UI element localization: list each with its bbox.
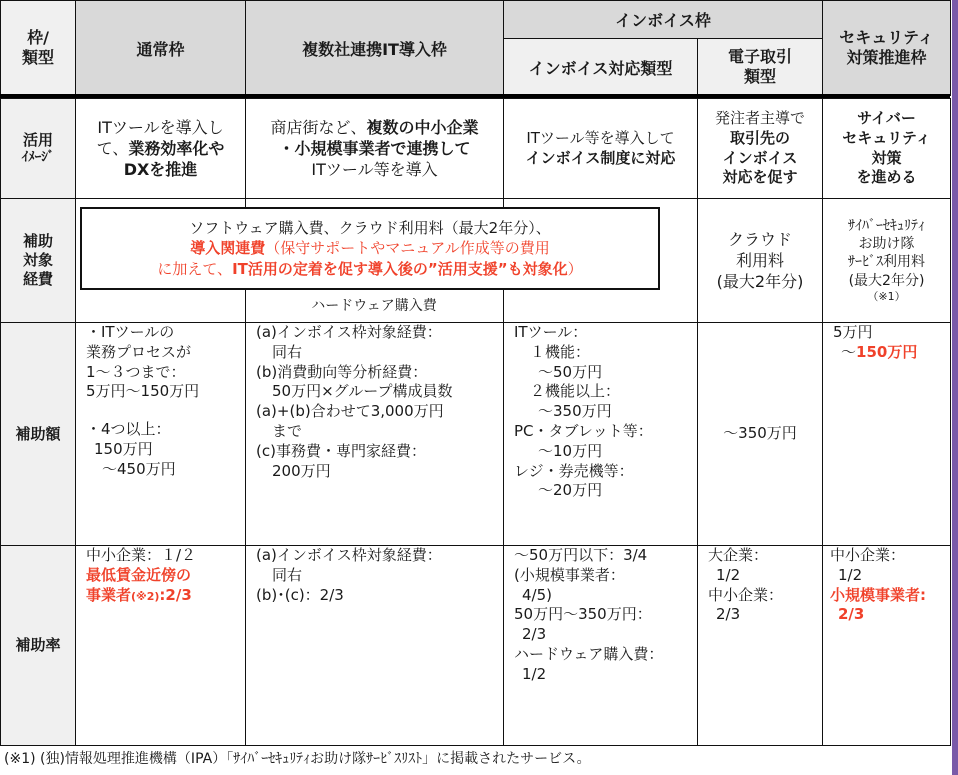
row-label-line: 活用 [22, 131, 53, 149]
text: ITツール等を [311, 160, 406, 180]
col-header-label: 類型 [743, 67, 776, 86]
text-line: ・小規模事業者で連携して [278, 138, 471, 158]
text-line: 5万円～150万円 [86, 382, 200, 401]
text-line: ｻｰﾋﾞｽ利用料 [848, 254, 925, 271]
col-header-label: 通常枠 [136, 39, 185, 59]
text: て、 [96, 138, 129, 158]
corner-header [0, 0, 76, 96]
col-header-normal [75, 0, 246, 96]
text-line: 中小企業： [708, 585, 784, 604]
rate-invoice-type [503, 545, 698, 746]
text-line: 小規模事業者: [830, 585, 926, 604]
text-line: ～10万円 [538, 441, 603, 460]
text-line: （※1） [867, 289, 906, 303]
text-line: １機能： [530, 342, 591, 361]
col-header-invoice-type [503, 38, 698, 96]
text-line [97, 138, 225, 159]
text-line: レジ・券売機等： [514, 461, 634, 480]
row-label-line: 補助率 [15, 636, 61, 655]
text-line: ITツール等を導入して [526, 128, 675, 147]
text-line: 1/2 [522, 664, 547, 683]
text-line: インボイス制度に対応 [525, 148, 676, 167]
text-line: 最低賃金近傍の [86, 565, 192, 584]
text-line: インボイス [722, 148, 798, 167]
row-label-usage-image [0, 98, 76, 199]
text-line: 発注者主導で [714, 108, 805, 127]
text-bold: 導入関連費 [190, 239, 266, 258]
amount-security [822, 322, 951, 546]
text-line [270, 117, 478, 138]
text-line: (a)インボイス枠対象経費： [256, 323, 442, 341]
text-line: 同右 [272, 565, 303, 584]
text-line: 1～３つまで： [86, 362, 186, 381]
text: :2/3 [159, 585, 192, 604]
text: 商店街など、 [270, 117, 367, 137]
costs-e-transaction [697, 198, 823, 323]
usage-normal [75, 98, 246, 199]
corner-label-line: 枠/ [27, 28, 49, 47]
text-line [157, 259, 582, 279]
text-line [86, 586, 192, 606]
text-line: 同右 [272, 342, 303, 361]
text-line: クラウド [727, 229, 792, 249]
text-line: ～350万円 [538, 402, 612, 421]
text-line: ITツールを導入し [97, 117, 224, 137]
text: 事業者 [86, 585, 132, 604]
text-line: DXを推進 [123, 160, 198, 180]
text-line: ハードウェア購入費： [514, 644, 664, 663]
col-header-invoice-group [503, 0, 823, 39]
row-label-line: 補助 [22, 232, 53, 251]
col-header-security [822, 0, 951, 96]
col-header-label: インボイス対応類型 [528, 58, 673, 78]
footnote: (※1) (独)情報処理推進機構（IPA）「ｻｲﾊﾞｰｾｷｭﾘﾃｨお助け隊ｻｰﾋﾞｽﾘｽﾄ」に掲載されたサービス。 [4, 751, 591, 767]
text-line: 対応を促す [722, 168, 798, 187]
shared-software-costs-box [80, 207, 660, 290]
text-line: 2/3 [838, 605, 865, 624]
text-line: 50万円×グループ構成員数 [272, 382, 453, 401]
text-line: 1/2 [716, 565, 741, 584]
rate-security [822, 545, 951, 746]
col-header-label: 複数社連携IT導入枠 [302, 39, 447, 59]
text: ～ [841, 342, 857, 361]
text: ） [567, 259, 583, 278]
text-line: (最大2年分) [848, 272, 925, 289]
text-line: ソフトウェア購入費、クラウド利用料（最大2年分）、 [189, 219, 551, 238]
row-label-line: 対象 [22, 251, 53, 270]
text-line: (最大2年分) [716, 272, 804, 292]
text-line [833, 343, 917, 363]
text-line: ～50万円 [538, 362, 603, 381]
usage-e-transaction [697, 98, 823, 199]
rate-e-transaction [697, 545, 823, 746]
col-header-label: インボイス枠 [615, 11, 711, 30]
text-line: ２機能以上： [530, 382, 621, 401]
rate-normal [75, 545, 246, 746]
text-line: 1/2 [838, 565, 863, 584]
text: （保守サポートやマニュアル作成等の費用 [265, 239, 550, 258]
text-line: (c)事務費・専門家経費： [256, 441, 426, 460]
text-line: ～50万円以下：3/4 [514, 546, 648, 564]
text-line: を進める [856, 168, 917, 187]
text-line: ・ITツールの [86, 323, 175, 341]
text-line: 2/3 [522, 625, 547, 644]
text-line: 取引先の [729, 128, 790, 147]
col-header-label: セキュリティ [839, 28, 934, 47]
text-line [311, 159, 437, 180]
usage-security [822, 98, 951, 199]
row-label-subsidy-rate [0, 545, 76, 746]
amount-multi-company [245, 322, 504, 546]
text-line: 利用料 [735, 250, 784, 270]
text-line: (a)+(b)合わせて3,000万円 [256, 402, 444, 421]
text-bold: IT活用の定着を促す導入後の”活用支援”も対象化 [232, 259, 568, 278]
text-line: ～450万円 [102, 459, 176, 478]
text-line: PC・タブレット等： [514, 421, 653, 440]
row-label-line: 補助額 [15, 424, 61, 443]
costs-security [822, 198, 951, 323]
text-line: (b)消費動向等分析経費： [256, 362, 428, 381]
usage-multi-company [245, 98, 504, 199]
text-line: まで [272, 421, 303, 440]
amount-e-transaction [697, 322, 823, 546]
text-line: (b)･(c)：2/3 [256, 585, 344, 604]
text: 導入 [405, 160, 438, 180]
col-header-label: 電子取引 [727, 47, 792, 66]
text-line: 中小企業： [830, 546, 906, 564]
row-label-line: 経費 [22, 269, 53, 288]
hardware-costs-label: ハードウェア購入費 [311, 298, 437, 314]
corner-label-line: 類型 [21, 48, 54, 67]
row-label-line: ｲﾒｰｼﾞ [21, 149, 55, 165]
text-line: ｻｲﾊﾞｰｾｷｭﾘﾃｨ [848, 217, 925, 234]
window-edge-strip [952, 0, 958, 775]
text-line: 2/3 [716, 605, 741, 624]
text-line: 大企業： [708, 546, 769, 564]
row-label-eligible-costs [0, 198, 76, 323]
text-line: 50万円～350万円： [514, 605, 652, 624]
text-line: 5万円 [833, 323, 873, 341]
text-bold: 業務効率化や [128, 138, 225, 158]
text-line: 中小企業：１/２ [86, 546, 197, 564]
col-header-multi-company [245, 0, 504, 96]
text-bold: 複数の中小企業 [366, 117, 479, 137]
text-line [190, 238, 549, 258]
rate-multi-company [245, 545, 504, 746]
text-line: サイバー [857, 108, 916, 127]
text-line: 4/5) [522, 585, 552, 604]
text-line: ITツール： [514, 323, 588, 341]
usage-invoice-type [503, 98, 698, 199]
highlight-amount: 150万円 [856, 342, 918, 361]
amount-invoice-type [503, 322, 698, 546]
col-header-label: 対策推進枠 [846, 48, 927, 67]
text-line: (小規模事業者： [514, 565, 625, 584]
text-line: セキュリティ [842, 128, 931, 147]
text-line: ・4つ以上： [86, 420, 171, 439]
text-line: (a)インボイス枠対象経費： [256, 546, 442, 564]
text: に加えて、 [157, 259, 233, 278]
text-line: 対策 [871, 148, 902, 167]
text-line: ～350万円 [723, 424, 797, 443]
text-line: お助け隊 [858, 236, 915, 253]
row-label-subsidy-amount [0, 322, 76, 546]
text-line: ～20万円 [538, 481, 603, 500]
text-line: 150万円 [94, 439, 153, 458]
text-line: 業務プロセスが [86, 342, 192, 361]
amount-normal [75, 322, 246, 546]
text-line: 200万円 [272, 461, 331, 480]
footnote-ref: (※2) [131, 589, 160, 603]
col-header-e-transaction [697, 38, 823, 96]
